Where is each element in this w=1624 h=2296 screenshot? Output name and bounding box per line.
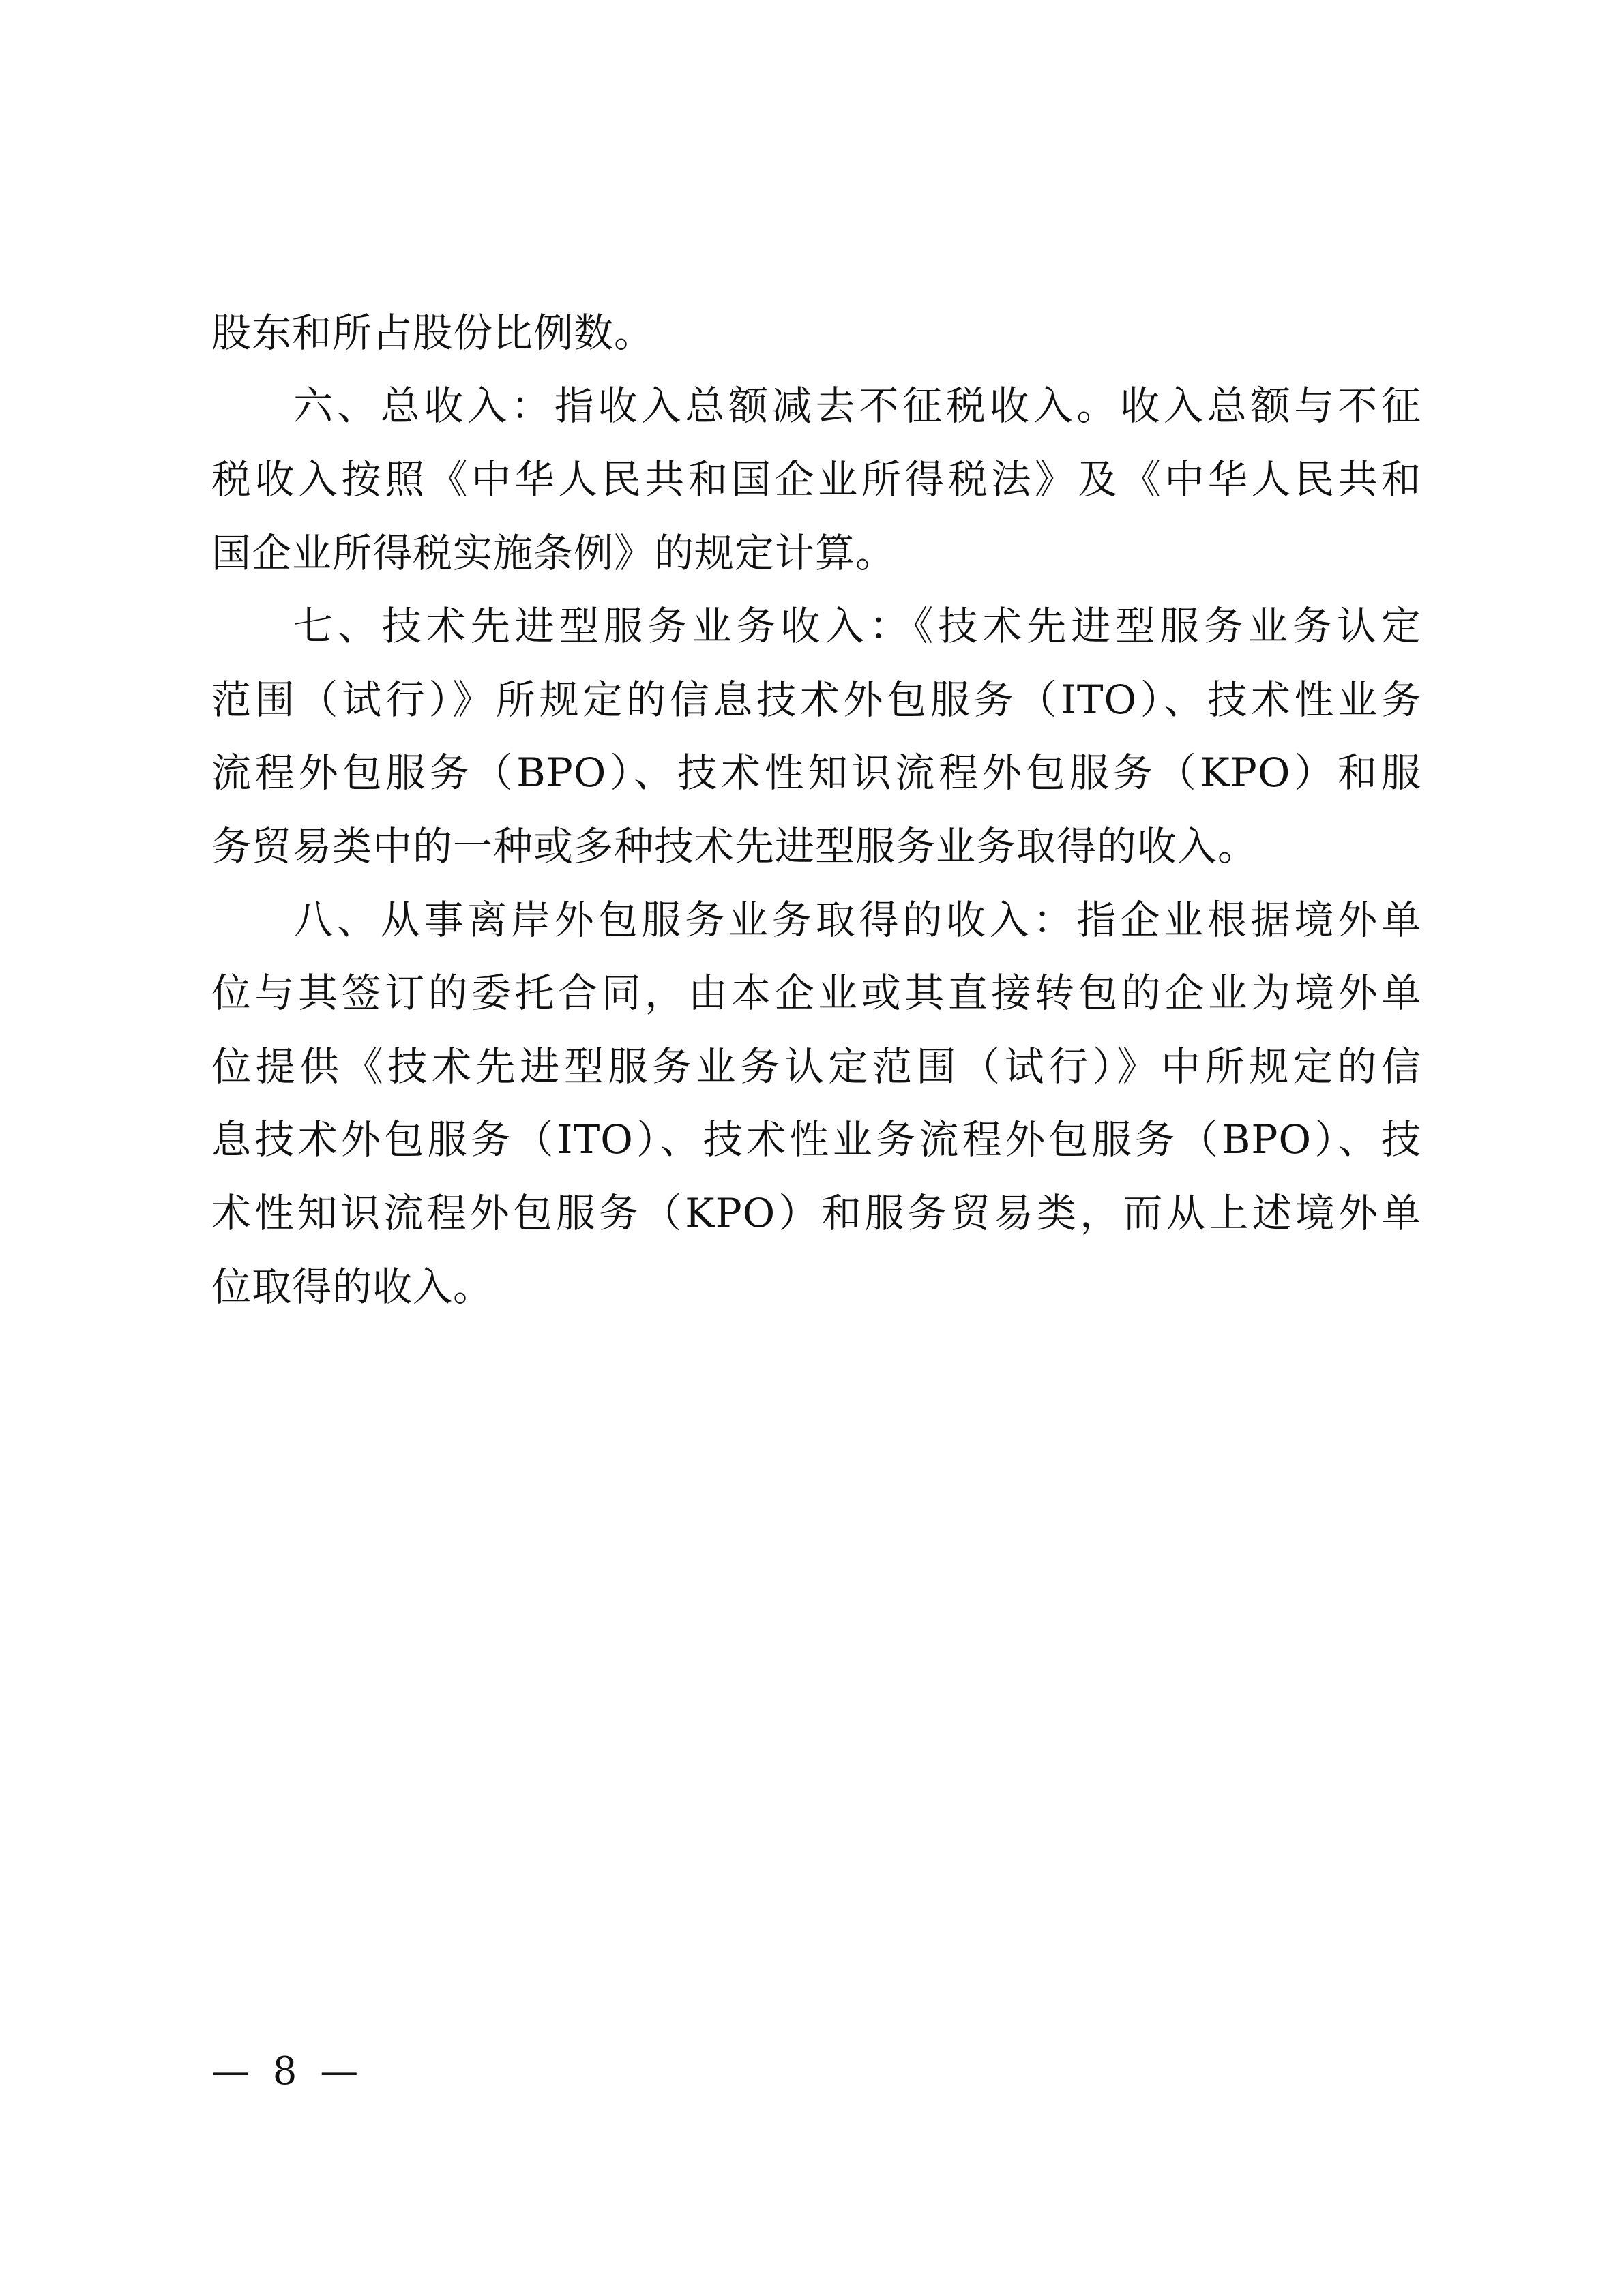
- section-7-line-3: 流程外包服务（BPO）、技术性知识流程外包服务（KPO）和服: [211, 749, 1421, 796]
- section-6-line-3: 国企业所得税实施条例》的规定计算。: [211, 530, 896, 576]
- section-8-line-5: 术性知识流程外包服务（KPO）和服务贸易类，而从上述境外单: [211, 1190, 1421, 1236]
- section-8-line-1: 八、从事离岸外包服务业务取得的收入：指企业根据境外单: [293, 897, 1421, 943]
- section-7-line-2: 范围（试行）》所规定的信息技术外包服务（ITO）、技术性业务: [211, 676, 1421, 723]
- page-number: — 8 —: [211, 2049, 364, 2093]
- section-8-line-3: 位提供《技术先进型服务业务认定范围（试行）》中所规定的信: [211, 1043, 1421, 1090]
- section-7-line-1: 七、技术先进型服务业务收入：《技术先进型服务业务认定: [293, 603, 1421, 649]
- section-8-line-6: 位取得的收入。: [211, 1264, 494, 1310]
- section-8-line-4: 息技术外包服务（ITO）、技术性业务流程外包服务（BPO）、技: [211, 1116, 1421, 1163]
- section-8-line-2: 位与其签订的委托合同，由本企业或其直接转包的企业为境外单: [211, 970, 1421, 1016]
- text-line-1: 股东和所占股份比例数。: [211, 310, 655, 356]
- section-6-line-1: 六、总收入：指收入总额减去不征税收入。收入总额与不征: [293, 383, 1421, 429]
- section-7-line-4: 务贸易类中的一种或多种技术先进型服务业务取得的收入。: [211, 823, 1258, 869]
- section-6-line-2: 税收入按照《中华人民共和国企业所得税法》及《中华人民共和: [211, 456, 1421, 503]
